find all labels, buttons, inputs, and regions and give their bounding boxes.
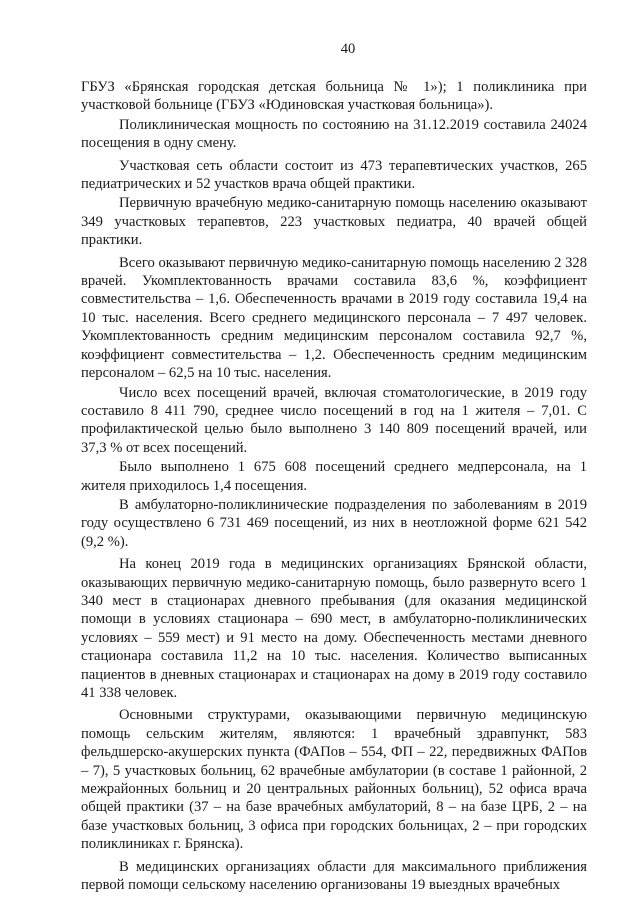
paragraph-8: В амбулаторно-поликлинические подразделения по заболеваниям в 2019 году осуществлено 6 731 469 посещений, из них в неотложной форме 621 542 (9,2 %).	[81, 496, 587, 550]
paragraph-11: В медицинских организациях области для максимального приближения первой помощи сельскому населению организованы 19 выездных врачебных	[81, 858, 587, 894]
page-number: 40	[340, 41, 356, 57]
paragraph-7: Было выполнено 1 675 608 посещений среднего медперсонала, на 1 жителя приходилось 1,4 посещения.	[81, 459, 587, 494]
paragraph-6: Число всех посещений врачей, включая стоматологические, в 2019 году составило 8 411 790, среднее число посещений в год на 1 жителя – 7,01. С профилактической целью было выполнено 3 140 809 посещений врачей, или 37,3 % от всех посещений.	[81, 384, 587, 456]
paragraph-3: Участковая сеть области состоит из 473 терапевтических участков, 265 педиатрических и 52 участков врача общей практики.	[81, 157, 587, 193]
paragraph-10: Основными структурами, оказывающими первичную медицинскую помощь сельским жителям, являются: 1 врачебный здравпункт, 583 фельдшерско-акушерских пункта (ФАПов – 554, ФП – 22, передвижных ФАПов – 7), 5 участковых больниц, 62 врачебные амбулатории (в составе 1 районной, 2 межрайонных больниц и 20 центральных районных больниц), 52 офиса врача общей практики (37 – на базе врачебных амбулаторий, 8 – на базе ЦРБ, 2 – на базе участковых больниц, 3 офиса при городских больницах, 2 – при городских поликлиниках г. Брянска).	[81, 707, 587, 853]
paragraph-9: На конец 2019 года в медицинских организациях Брянской области, оказывающих первичную медико-санитарную помощь, было развернуто всего 1 340 мест в стационарах дневного пребывания (для оказания медицинской помощи в условиях стационара – 690 мест, в амбулаторно-поликлинических условиях – 559 мест) и 91 место на дому. Обеспеченность местами дневного стационара составила 11,2 на 10 тыс. населения. Количество выписанных пациентов в дневных стационарах и стационарах на дому в 2019 году составило 41 338 человек.	[81, 556, 587, 701]
paragraph-5: Всего оказывают первичную медико-санитарную помощь населению 2 328 врачей. Укомплектованность врачами составила 83,6 %, коэффициент совместительства – 1,6. Обеспеченность врачами в 2019 году составила 19,4 на 10 тыс. населения. Всего среднего медицинского персонала – 7 497 человек. Укомплектованность средним медицинским персоналом составила 92,7 %, коэффициент совместительства – 1,2. Обеспеченность средним медицинским персоналом – 62,5 на 10 тыс. населения.	[81, 254, 587, 382]
paragraph-1: ГБУЗ «Брянская городская детская больница № 1»); 1 поликлиника при участковой больнице (ГБУЗ «Юдиновская участковая больница»).	[81, 79, 587, 114]
paragraph-4: Первичную врачебную медико-санитарную помощь населению оказывают 349 участковых терапевтов, 223 участковых педиатра, 40 врачей общей практики.	[81, 195, 587, 249]
paragraph-2: Поликлиническая мощность по состоянию на 31.12.2019 составила 24024 посещения в одну смену.	[81, 116, 587, 152]
